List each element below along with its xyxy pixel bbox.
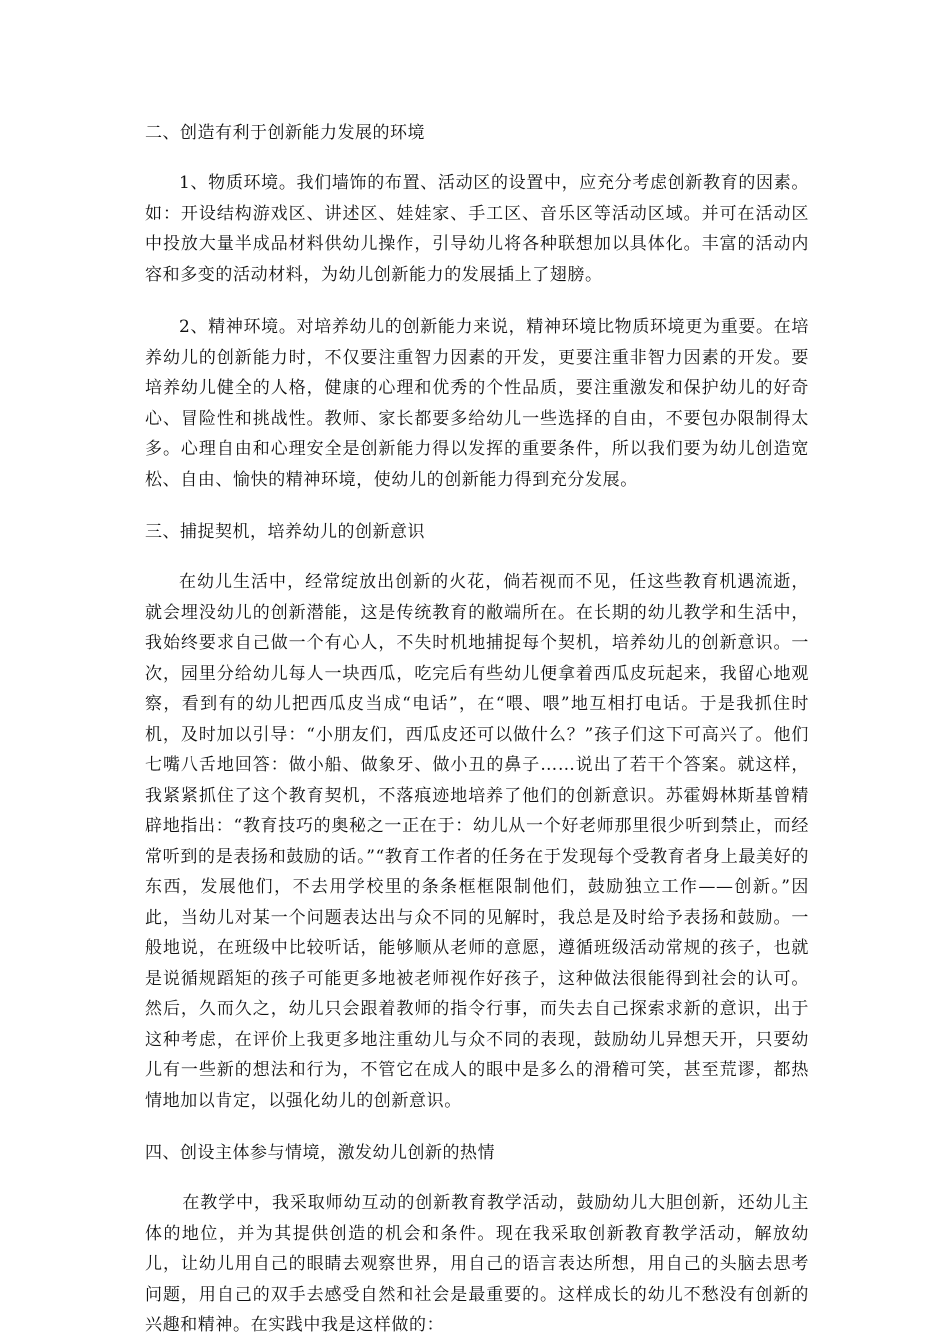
paragraph-teaching-practice: 在教学中，我采取师幼互动的创新教育教学活动，鼓励幼儿大胆创新，还幼儿主体的地位，并为其提供创造的机会和条件。现在我采取创新教育教学活动，解放幼儿，让幼儿用自己的眼睛去观察世界，用自己的语言表达所想，用自己的头脑去思考问题，用自己的双手去感受自然和社会是最重要的。这样成长的幼儿不愁没有创新的兴趣和精神。在实践中我是这样做的： xyxy=(145,1193,809,1335)
section-heading-2: 二、创造有利于创新能力发展的环境 xyxy=(145,123,425,143)
section-heading-3: 三、捕捉契机，培养幼儿的创新意识 xyxy=(145,522,425,542)
section-heading-4: 四、创设主体参与情境，激发幼儿创新的热情 xyxy=(145,1143,495,1163)
paragraph-physical-environment: 1、物质环境。我们墙饰的布置、活动区的设置中，应充分考虑创新教育的因素。如：开设结构游戏区、讲述区、娃娃家、手工区、音乐区等活动区域。并可在活动区中投放大量半成品材料供幼儿操作，引导幼儿将各种联想加以具体化。丰富的活动内容和多变的活动材料，为幼儿创新能力的发展插上了翅膀。 xyxy=(145,173,809,285)
document-page xyxy=(145,118,809,1341)
paragraph-seize-opportunity: 在幼儿生活中，经常绽放出创新的火花，倘若视而不见，任这些教育机遇流逝，就会埋没幼儿的创新潜能，这是传统教育的敝端所在。在长期的幼儿教学和生活中，我始终要求自己做一个有心人，不失时机地捕捉每个契机，培养幼儿的创新意识。一次，园里分给幼儿每人一块西瓜，吃完后有些幼儿便拿着西瓜皮玩起来，我留心地观察，看到有的幼儿把西瓜皮当成“电话”，在“喂、喂”地互相打电话。于是我抓住时机，及时加以引导：“小朋友们，西瓜皮还可以做什么？”孩子们这下可高兴了。他们七嘴八舌地回答：做小船、做象牙、做小丑的鼻子……说出了若干个答案。就这样，我紧紧抓住了这个教育契机，不落痕迹地培养了他们的创新意识。苏霍姆林斯基曾精辟地指出：“教育技巧的奥秘之一正在于：幼儿从一个好老师那里很少听到禁止，而经常听到的是表扬和鼓励的话。”“教育工作者的任务在于发现每个受教育者身上最美好的东西，发展他们，不去用学校里的条条框框限制他们，鼓励独立工作——创新。”因此，当幼儿对某一个问题表达出与众不同的见解时，我总是及时给予表扬和鼓励。一般地说，在班级中比较听话，能够顺从老师的意愿，遵循班级活动常规的孩子，也就是说循规蹈矩的孩子可能更多地被老师视作好孩子，这种做法很能得到社会的认可。然后，久而久之，幼儿只会跟着教师的指令行事，而失去自己探索求新的意识，出于这种考虑，在评价上我更多地注重幼儿与众不同的表现，鼓励幼儿异想天开，只要幼儿有一些新的想法和行为，不管它在成人的眼中是多么的滑稽可笑，甚至荒谬，都热情地加以肯定，以强化幼儿的创新意识。 xyxy=(145,572,809,1111)
paragraph-mental-environment: 2、精神环境。对培养幼儿的创新能力来说，精神环境比物质环境更为重要。在培养幼儿的创新能力时，不仅要注重智力因素的开发，更要注重非智力因素的开发。要培养幼儿健全的人格，健康的心理和优秀的个性品质，要注重激发和保护幼儿的好奇心、冒险性和挑战性。教师、家长都要多给幼儿一些选择的自由，不要包办限制得太多。心理自由和心理安全是创新能力得以发挥的重要条件，所以我们要为幼儿创造宽松、自由、愉快的精神环境，使幼儿的创新能力得到充分发展。 xyxy=(145,317,809,490)
